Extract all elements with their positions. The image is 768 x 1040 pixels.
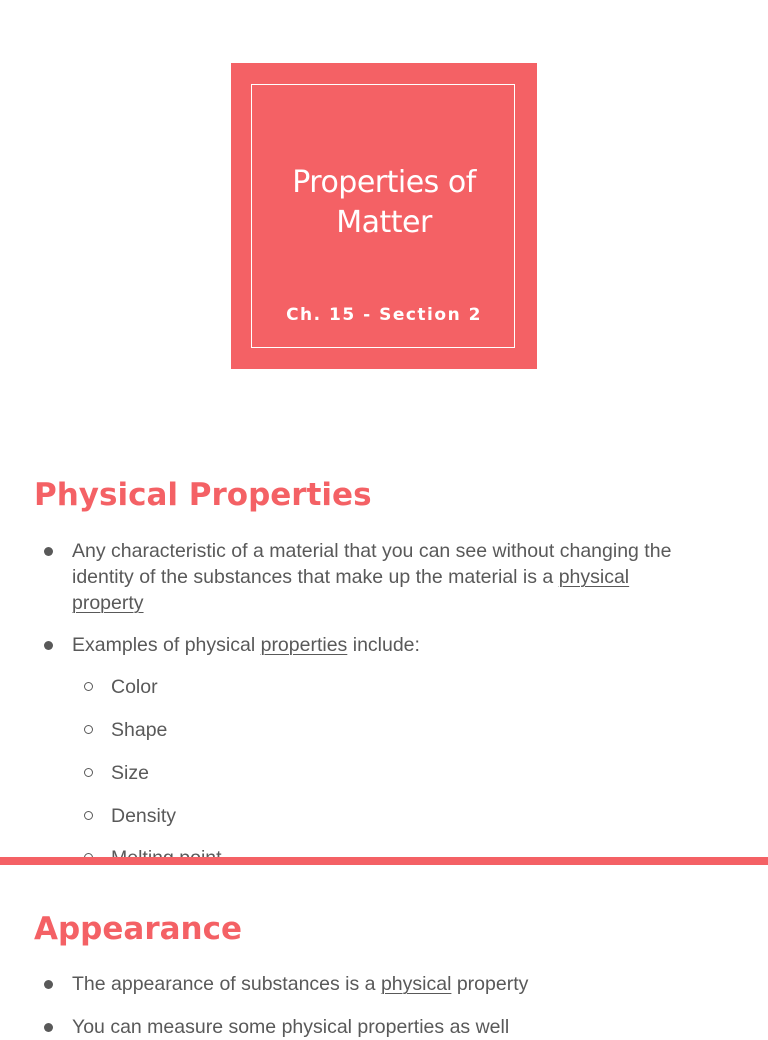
properties-link[interactable]: properties [260,634,348,656]
bullet-dot [44,980,53,989]
bullet-dot [44,1023,53,1032]
bullet-dot [44,641,53,650]
example-item [111,674,158,700]
bullet-2-suffix: include: [347,634,420,656]
bullet-1-line-1: Any characteristic of a material that you can see without changing the [72,540,672,562]
example-item [111,760,149,786]
example-item [111,803,176,829]
appearance-bullet-1 [72,971,742,997]
deck-title-line-2: Matter [336,205,432,240]
deck-title-line-1: Properties of [292,165,476,200]
slide-divider [0,857,768,865]
appearance-bullet-1-suffix: property [451,973,529,995]
deck-title [231,163,537,243]
physical-properties-heading: Physical Properties [34,477,372,513]
physical-properties-bullet-1 [72,538,742,616]
appearance-heading: Appearance [34,911,242,947]
deck-subtitle: Ch. 15 - Section 2 [286,305,482,325]
physical-properties-bullet-2 [72,632,742,658]
example-item [111,717,167,743]
example-label: Color [111,676,158,698]
bullet-2-prefix: Examples of physical [72,634,261,656]
physical-link[interactable]: physical [558,566,630,588]
sub-bullet-ring [84,725,93,734]
appearance-bullet-2-text: You can measure some physical properties as well [72,1016,510,1038]
appearance-physical-link[interactable]: physical [380,973,452,995]
sub-bullet-ring [84,768,93,777]
example-label: Shape [111,719,168,741]
slide-2 [0,865,768,1038]
example-label: Size [111,762,149,784]
bullet-dot [44,547,53,556]
bullet-1-line-2: identity of the substances that make up the material is a [72,566,559,588]
example-label: Density [111,805,177,827]
property-link[interactable]: property [72,592,144,614]
sub-bullet-ring [84,682,93,691]
appearance-bullet-1-prefix: The appearance of substances is a [72,973,381,995]
appearance-bullet-2 [72,1014,742,1040]
sub-bullet-ring [84,811,93,820]
